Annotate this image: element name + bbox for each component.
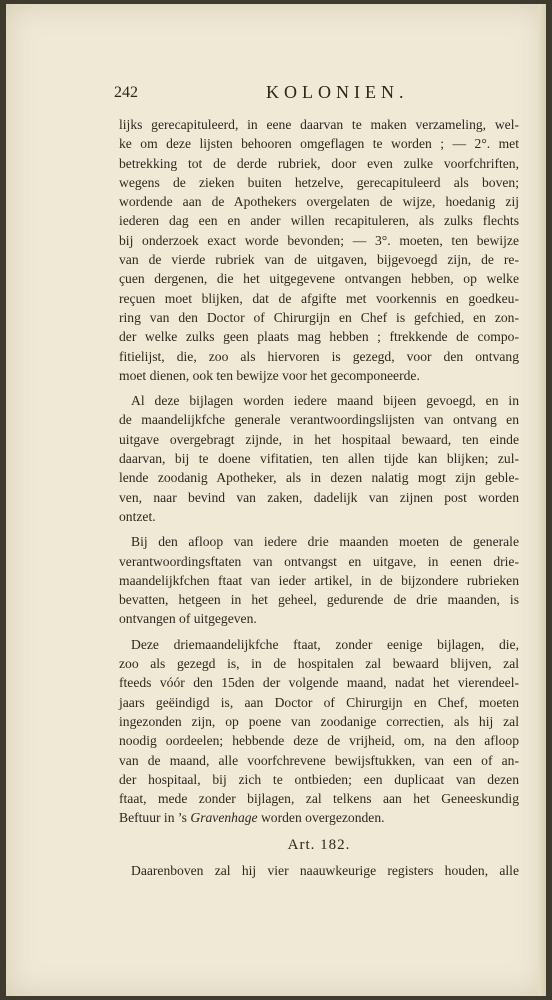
text-line: bevatten, hetgeen in het geheel, gedurende de drie maanden, is: [119, 592, 519, 608]
text-line: ontzet.: [119, 508, 156, 524]
text-line: ingezonden zijn, op poene van zoodanige correctien, als hij zal: [119, 713, 519, 729]
text-line: lende zoodanig Apotheker, als in dezen nalatig mogt zijn geble-: [119, 470, 519, 486]
text-line: de maandelijkfche generale verantwoordingslijsten van ontvang en: [119, 412, 519, 428]
paragraph: [119, 391, 519, 526]
paragraphs: [119, 115, 519, 828]
body-text: [119, 115, 519, 880]
book-page: [6, 4, 546, 996]
running-head: KOLONIEN.: [266, 82, 409, 102]
text-line: moet dienen, ook ten bewijze voor het gecomponeerde.: [119, 367, 420, 383]
text-line: van de vierde rubriek van de uitgaven, bijgevoegd zijn, de re-: [119, 252, 519, 268]
text-line: daarvan, bij te doene vifitatien, ten allen tijde kan blijken; zul-: [119, 451, 519, 467]
text-line: zoo als gezegd is, in de hospitalen zal bewaard blijven, zal: [119, 656, 519, 672]
text-line: çuen dergenen, die het uitgegevene ontvangen hebben, op welke: [119, 271, 519, 287]
text-line: reçuen moet blijken, dat de afgifte met voorkennis en goedkeu-: [119, 290, 519, 306]
article-heading: Art. 182.: [287, 836, 351, 853]
text-line: Deze driemaandelijkfche ftaat, zonder eenige bijlagen, die,: [131, 636, 519, 652]
text-line: betrekking tot de derde rubriek, door even zulke voorfchriften,: [119, 155, 519, 171]
text-line: jaars geëindigd is, aan Doctor of Chirurgijn en Chef, moeten: [119, 694, 519, 710]
text-line: ftaat, mede zonder bijlagen, zal telkens aan het Geneeskundig: [119, 791, 519, 807]
text-line: van de maand, alle voorfchrevene bewijsftukken, van een of an-: [119, 752, 519, 768]
text-line: wordende aan de Apothekers overgelaten de wijze, hoedanig zij: [119, 194, 519, 210]
text-line: wegens de zieken buiten hetzelve, gerecapituleerd als boven;: [119, 174, 519, 190]
page-header: [114, 84, 514, 108]
page-edge: [538, 4, 546, 996]
text-line: iederen dag een en ander willen recapituleren, als zulks flechts: [119, 213, 519, 229]
text-line: der welke zulks geen plaats mag hebben ; ftrekkende de compo-: [119, 329, 519, 345]
text-fragment: Beftuur in ’s: [119, 810, 191, 826]
text-line: verantwoordingsftaten van ontvangst en uitgave, in eenen drie-: [119, 553, 519, 569]
paragraph: [119, 532, 519, 628]
text-line: fitielijst, die, zoo als hiervoren is gezegd, voor den ontvang: [119, 348, 519, 364]
text-line: ven, naar bevind van zaken, dadelijk van zijnen post worden: [119, 489, 519, 505]
text-line: ontvangen of uitgegeven.: [119, 611, 257, 627]
text-line: noodig oordeelen; hebbende deze de vrijheid, om, na den afloop: [119, 733, 519, 749]
text-line: ring van den Doctor of Chirurgijn en Chef is gefchied, en zon-: [119, 309, 519, 325]
text-line: uitgave overgebragt zijnde, in het hospitaal bewaard, ten einde: [119, 431, 519, 447]
text-line: Al deze bijlagen worden iedere maand bijeen gevoegd, en in: [131, 393, 519, 409]
text-line: [119, 808, 519, 827]
paragraph: [119, 635, 519, 828]
text-line: ke om deze lijsten behooren omgeflagen te worden ; — 2°. met: [119, 136, 519, 152]
text-line: Bij den afloop van iedere drie maanden moeten de generale: [131, 534, 519, 550]
text-line: fteeds vóór den 15den der volgende maand, nadat het vierendeel-: [119, 675, 519, 691]
page-number: 242: [114, 84, 138, 101]
text-line: maandelijkfchen ftaat van ieder artikel, in de bijzondere rubrieken: [119, 572, 519, 588]
text-line: bij onderzoek exact worde bevonden; — 3°. moeten, ten bewijze: [119, 232, 519, 248]
text-line: der hospitaal, bij zich te ontbieden; een duplicaat van dezen: [119, 771, 519, 787]
final-line: Daarenboven zal hij vier naauwkeurige registers houden, alle: [131, 862, 519, 878]
text-fragment: worden overgezonden.: [257, 810, 385, 826]
text-line: lijks gerecapituleerd, in eene daarvan te maken verzameling, wel-: [119, 117, 519, 132]
paragraph: [119, 115, 519, 385]
italic-place-name: Gravenhage: [190, 810, 258, 826]
